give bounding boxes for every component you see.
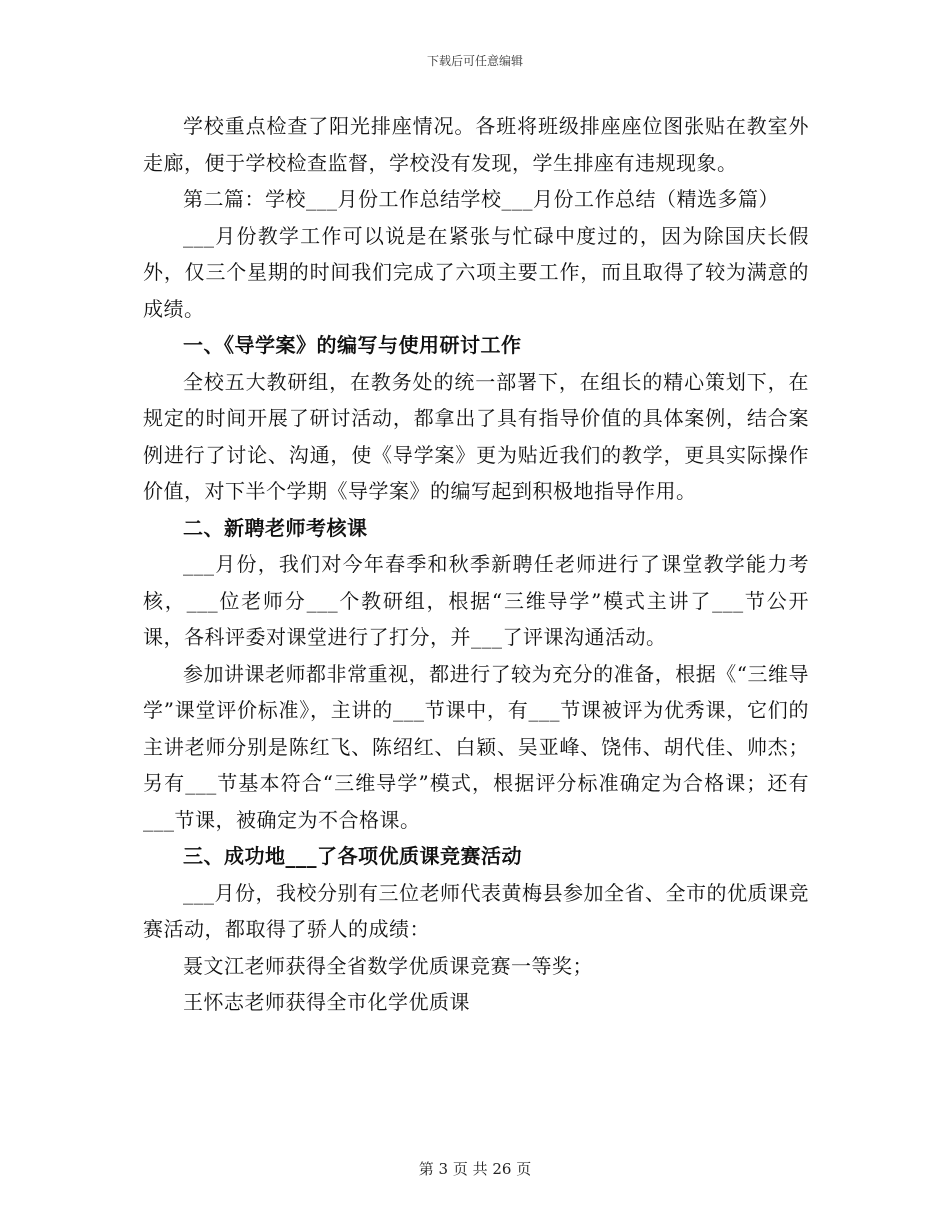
paragraph-award-1: 聂文江老师获得全省数学优质课竞赛一等奖； [183,953,593,978]
section-heading-1: 一、《导学案》的编写与使用研讨工作 [183,333,522,357]
section-heading-3: 三、成功地___了各项优质课竞赛活动 [183,844,522,868]
page-number-footer: 第 3 页 共 26 页 [418,1160,532,1178]
section-heading-2: 二、新聘老师考核课 [183,515,368,540]
paragraph-section-2b: 参加讲课老师都非常重视，都进行了较为充分的准备，根据《“三维导学”课堂评价标准》，主讲的___节课中，有___节课被评为优秀课，它们的主讲老师分别是陈红飞、陈绍红、白颖、吴亚峰、饶伟、胡代佳、帅杰；另有___节基本符合“三维导学”模式，根据评分标准确定为合格课；还有___节课，被确定为不合格课。 [143,661,809,832]
paragraph-intro: ___月份教学工作可以说是在紧张与忙碌中度过的，因为除国庆长假外，仅三个星期的时间我们完成了六项主要工作，而且取得了较为满意的成绩。 [143,223,809,321]
paragraph-section-1: 全校五大教研组，在教务处的统一部署下，在组长的精心策划下，在规定的时间开展了研讨活动，都拿出了具有指导价值的具体案例，结合案例进行了讨论、沟通，使《导学案》更为贴近我们的教学，更具实际操作价值，对下半个学期《导学案》的编写起到积极地指导作用。 [143,369,809,503]
paragraph-seating-check: 学校重点检查了阳光排座情况。各班将班级排座座位图张贴在教室外走廊，便于学校检查监督，学校没有发现，学生排座有违规现象。 [143,114,809,175]
paragraph-award-2: 王怀志老师获得全市化学优质课 [183,990,470,1014]
paragraph-section-3: ___月份，我校分别有三位老师代表黄梅县参加全省、全市的优质课竞赛活动，都取得了骄人的成绩： [143,880,809,941]
page-header-note: 下载后可任意编辑 [426,54,523,68]
paragraph-chapter-title: 第二篇：学校___月份工作总结学校___月份工作总结（精选多篇） [183,187,779,211]
paragraph-section-2a: ___月份，我们对今年春季和秋季新聘任老师进行了课堂教学能力考核，___位老师分___个教研组，根据“三维导学”模式主讲了___节公开课，各科评委对课堂进行了打分，并___了评课沟通活动。 [143,552,809,649]
document-body [143,108,809,1021]
